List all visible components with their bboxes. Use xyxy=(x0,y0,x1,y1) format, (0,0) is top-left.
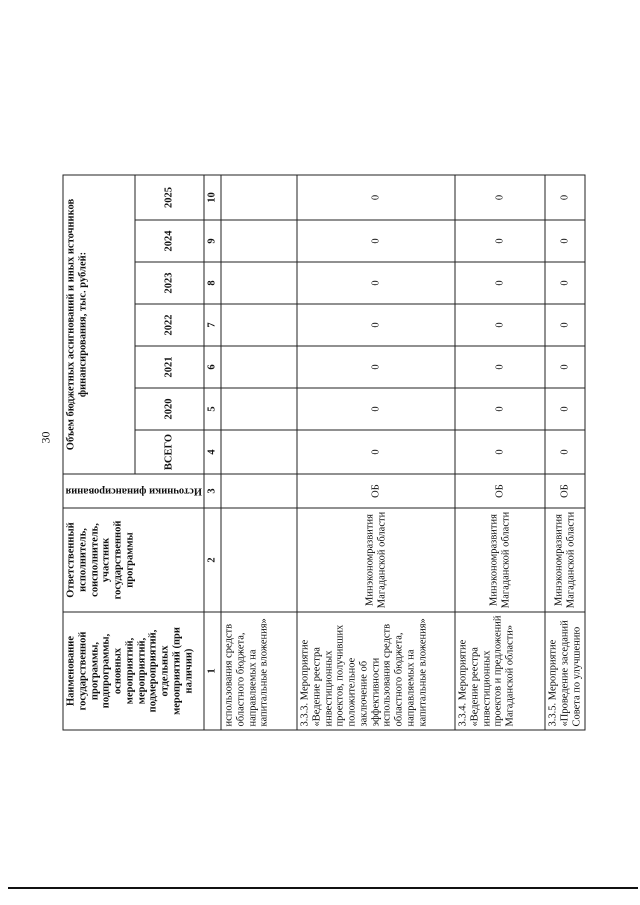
row-value: 0 xyxy=(297,388,455,430)
table-row xyxy=(221,175,297,730)
row-value: 0 xyxy=(545,304,585,346)
row-value: 0 xyxy=(455,220,545,262)
header-source xyxy=(63,474,204,508)
col-number: 10 xyxy=(204,175,221,220)
row-value: 0 xyxy=(455,175,545,220)
rotated-table-frame xyxy=(63,176,583,731)
row-value: 0 xyxy=(297,175,455,220)
row-value: 0 xyxy=(297,220,455,262)
row-executor: Минэкономразвития Магаданской области xyxy=(545,508,585,612)
row-value xyxy=(221,175,297,220)
row-value: 0 xyxy=(455,262,545,304)
header-year-2020: 2020 xyxy=(135,388,205,430)
header-year-2023: 2023 xyxy=(135,262,205,304)
row-source xyxy=(221,474,297,508)
row-value: 0 xyxy=(455,304,545,346)
table-row xyxy=(297,175,455,730)
col-number: 2 xyxy=(204,508,221,612)
row-value: 0 xyxy=(545,175,585,220)
col-number: 3 xyxy=(204,474,221,508)
header-source-text: Источники финансирования xyxy=(65,485,202,497)
row-value: 0 xyxy=(545,262,585,304)
row-value xyxy=(221,262,297,304)
row-executor xyxy=(221,508,297,612)
row-value xyxy=(221,304,297,346)
header-executor: Ответственный исполнитель, соисполнитель, участник государственной программы xyxy=(63,508,204,612)
row-value: 0 xyxy=(297,430,455,474)
row-source: ОБ xyxy=(545,474,585,508)
row-source: ОБ xyxy=(455,474,545,508)
row-executor: Минэкономразвития Магаданской области xyxy=(455,508,545,612)
header-year-2025: 2025 xyxy=(135,175,205,220)
row-value xyxy=(221,220,297,262)
row-name: 3.3.4. Мероприятие «Ведение реестра инвестиционных проектов и предложений Магаданской области» xyxy=(455,612,545,730)
row-source: ОБ xyxy=(297,474,455,508)
row-value: 0 xyxy=(545,388,585,430)
row-value: 0 xyxy=(455,346,545,388)
row-value xyxy=(221,388,297,430)
budget-table xyxy=(63,175,586,731)
header-year-2021: 2021 xyxy=(135,346,205,388)
row-value xyxy=(221,430,297,474)
row-value: 0 xyxy=(455,388,545,430)
row-value xyxy=(221,346,297,388)
row-value: 0 xyxy=(297,346,455,388)
header-funding-group: Объем бюджетных ассигнований и иных источников финансирования, тыс. рублей: xyxy=(63,175,135,474)
row-value: 0 xyxy=(545,430,585,474)
row-value: 0 xyxy=(545,346,585,388)
column-number-row xyxy=(204,175,221,730)
col-number: 5 xyxy=(204,388,221,430)
row-name: использования средств областного бюджета, направляемых на капитальные вложения» xyxy=(221,612,297,730)
page-number: 30 xyxy=(38,431,53,444)
header-year-total: ВСЕГО xyxy=(135,430,205,474)
row-name: 3.3.5. Мероприятие «Проведение заседаний Совета по улучшению xyxy=(545,612,585,730)
header-program-name: Наименование государственной программы, подпрограммы, основных мероприятий, мероприятий, подмероприятий, отдельных мероприятий (при наличии) xyxy=(63,612,204,730)
row-value: 0 xyxy=(297,262,455,304)
row-value: 0 xyxy=(455,430,545,474)
col-number: 1 xyxy=(204,612,221,730)
col-number: 4 xyxy=(204,430,221,474)
col-number: 9 xyxy=(204,220,221,262)
table-row xyxy=(545,175,585,730)
row-value: 0 xyxy=(545,220,585,262)
header-year-2022: 2022 xyxy=(135,304,205,346)
row-value: 0 xyxy=(297,304,455,346)
row-name: 3.3.3. Мероприятие «Ведение реестра инвестиционных проектов, получивших положительное заключение об эффективности использования средств областного бюджета, направляемых на капитальные вложения» xyxy=(297,612,455,730)
col-number: 7 xyxy=(204,304,221,346)
page-bottom-rule xyxy=(8,887,638,889)
col-number: 8 xyxy=(204,262,221,304)
header-year-2024: 2024 xyxy=(135,220,205,262)
col-number: 6 xyxy=(204,346,221,388)
table-row xyxy=(455,175,545,730)
row-executor: Минэкономразвития Магаданской области xyxy=(297,508,455,612)
